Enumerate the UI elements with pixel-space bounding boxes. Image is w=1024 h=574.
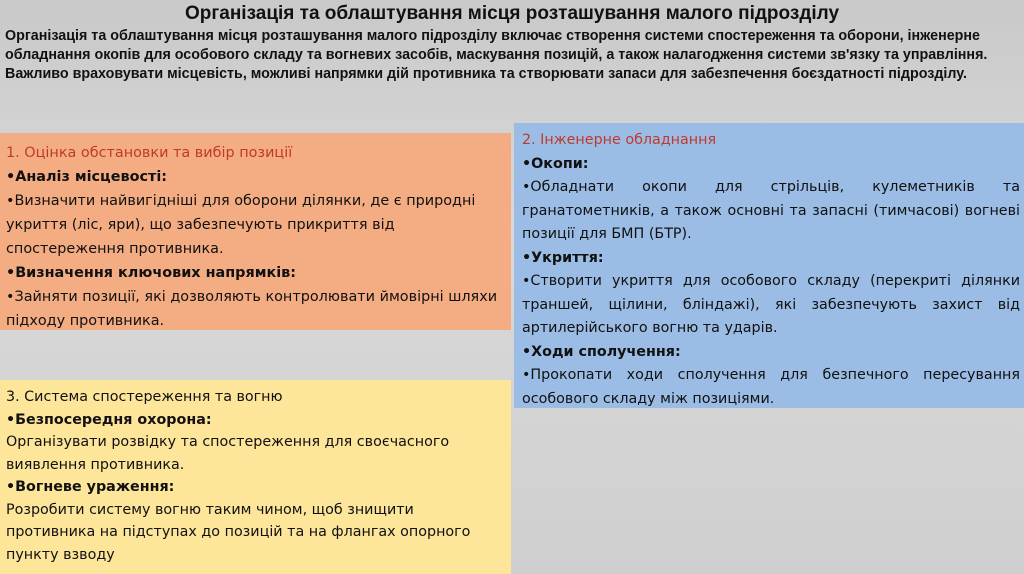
- terrain-analysis-text: •Визначити найвигідніші для оборони ділянки, де є природні укриття (ліс, яри), що забезпечують прикриття від спостереження противника.: [6, 193, 476, 257]
- slide-intro: Організація та облаштування місця розташування малого підрозділу включає створення системи спостереження та оборони, інженерне обладнання окопів для особового складу та вогневих засобів, маскування позицій, а також налагодження системи зв'язку та управління. Важливо враховувати місцевість, можливі напрямки дій противника та створювати запаси для забезпечення боєздатності підрозділу.: [5, 28, 988, 82]
- box-assessment-heading: 1. Оцінка обстановки та вибір позиції: [6, 145, 293, 161]
- fire-damage-title: •Вогневе ураження:: [6, 479, 175, 495]
- trenches-text: •Обладнати окопи для стрільців, кулеметників та гранатометників, а також основні та запасні (тимчасові) вогневі позиції для БМП (БТР).: [522, 179, 1020, 242]
- box-observation-fire: [0, 380, 511, 574]
- communication-passages-title: •Ходи сполучення:: [522, 343, 681, 360]
- direct-guard-text: Організувати розвідку та спостереження для своєчасного виявлення противника.: [6, 434, 450, 473]
- terrain-analysis-title: •Аналіз місцевості:: [6, 169, 168, 185]
- trenches-title: •Окопи:: [522, 155, 589, 172]
- key-directions-text: •Зайняти позиції, які дозволяють контролювати ймовірні шляхи підходу противника.: [6, 289, 498, 329]
- box-engineering: [514, 123, 1024, 408]
- box-engineering-heading: 2. Інженерне обладнання: [522, 132, 717, 148]
- shelters-text: •Створити укриття для особового складу (перекриті ділянки траншей, щілини, бліндажі), які забезпечують захист від артилерійського вогню та ударів.: [522, 273, 1020, 336]
- box-observation-fire-heading: 3. Система спостереження та вогню: [6, 389, 283, 405]
- shelters-title: •Укриття:: [522, 249, 604, 266]
- fire-damage-text: Розробити систему вогню таким чином, щоб знищити противника на підступах до позицій та на флангах опорного пункту взводу: [6, 501, 471, 563]
- communication-passages-text: •Прокопати ходи сполучення для безпечного пересування особового складу між позиціями.: [522, 367, 1020, 407]
- box-assessment: [0, 133, 511, 330]
- key-directions-title: •Визначення ключових напрямків:: [6, 265, 297, 281]
- slide-title: Організація та облаштування місця розташування малого підрозділу: [184, 3, 840, 24]
- direct-guard-title: •Безпосередня охорона:: [6, 411, 212, 428]
